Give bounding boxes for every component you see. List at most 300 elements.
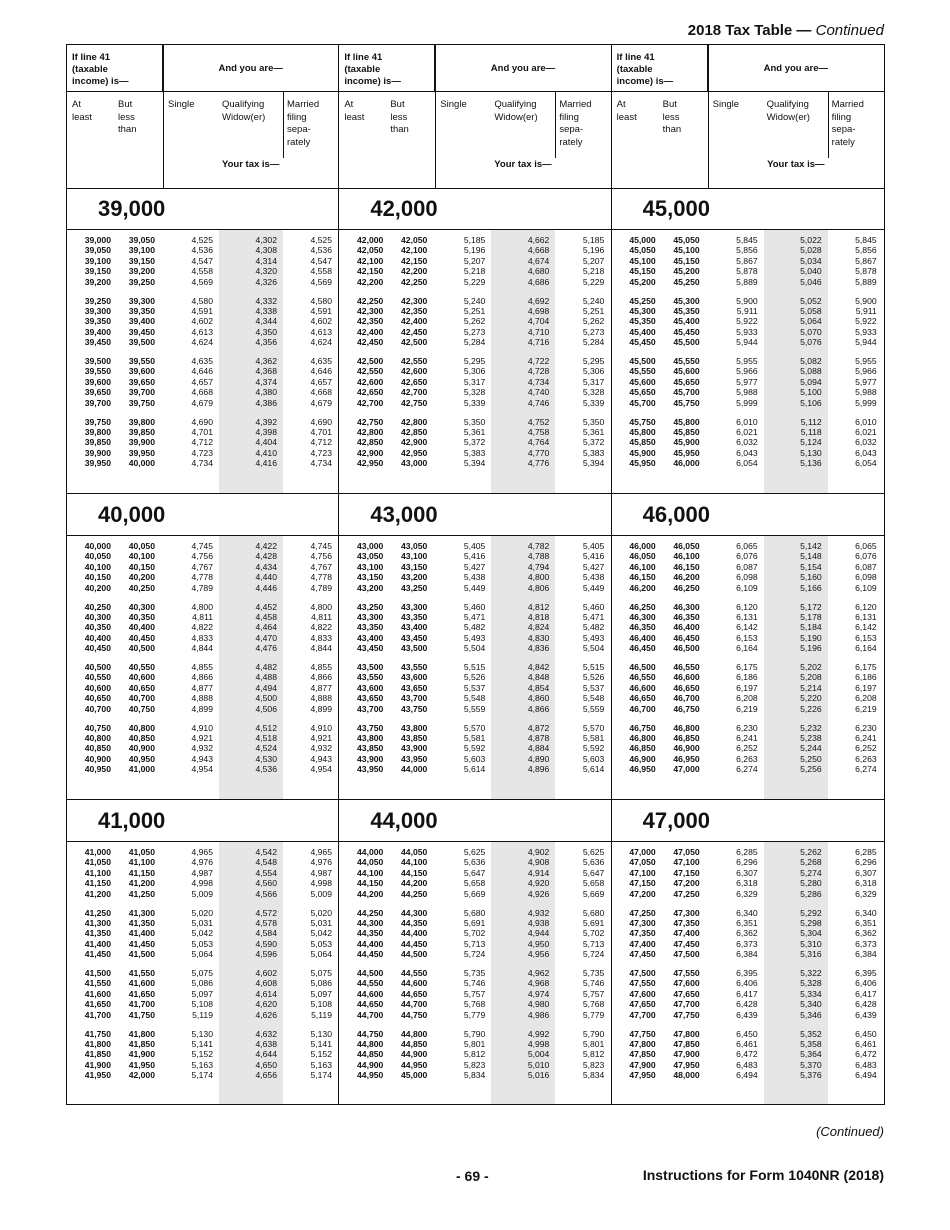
married-separately-tax-value: 4,525 [310, 235, 332, 245]
qualifying-widow-tax-value: 5,166 [800, 582, 822, 593]
single-tax-value: 5,339 [463, 397, 486, 408]
qualifying-widow-tax-value: 4,890 [527, 753, 550, 764]
married-separately-tax-value: 4,712 [310, 437, 332, 448]
married-separately-tax-value: 6,175 [855, 662, 877, 672]
table-row [612, 551, 884, 561]
married-separately-tax-value: 4,789 [310, 582, 332, 593]
qualifying-widow-label: Qualifying Widow(er) [766, 99, 810, 123]
married-separately-tax-value: 6,318 [855, 878, 877, 889]
single-tax-value: 6,285 [736, 847, 758, 857]
single-tax-value: 6,296 [736, 857, 758, 868]
qualifying-widow-tax-value: 4,638 [255, 1038, 277, 1049]
married-separately-tax-value: 6,483 [855, 1059, 877, 1070]
table-row [339, 764, 610, 774]
table-row [612, 743, 884, 753]
but-less-than-value: 43,950 [401, 753, 428, 764]
qualifying-widow-tax-value: 5,028 [800, 245, 822, 256]
qualifying-widow-tax-value: 4,416 [255, 458, 277, 469]
at-least-value: 41,900 [84, 1059, 111, 1070]
at-least-value: 40,500 [84, 662, 111, 672]
single-tax-value: 5,735 [463, 968, 486, 978]
table-row [339, 889, 610, 899]
but-less-than-value: 46,350 [673, 611, 700, 622]
married-separately-tax-value: 6,340 [855, 907, 877, 918]
but-less-than-value: 40,600 [128, 672, 155, 683]
but-less-than-value: 42,450 [401, 326, 428, 337]
married-separately-tax-value: 6,109 [855, 582, 877, 593]
married-separately-tax-value: 5,779 [582, 1009, 605, 1020]
but-less-than-value: 46,750 [673, 703, 700, 714]
qualifying-widow-tax-value: 4,950 [527, 938, 550, 949]
single-tax-value: 4,580 [191, 295, 213, 306]
single-tax-value: 5,724 [463, 949, 486, 960]
married-separately-tax-value: 6,252 [855, 743, 877, 754]
income-group-title: 43,000 [339, 494, 610, 536]
qualifying-widow-tax-value: 5,268 [800, 857, 822, 868]
married-separately-tax-value: 5,328 [582, 387, 605, 398]
single-tax-value: 5,449 [463, 582, 486, 593]
table-row [339, 377, 610, 387]
at-least-value: 46,200 [629, 582, 656, 593]
but-less-than-value: 41,150 [128, 867, 155, 878]
married-separately-tax-value: 6,461 [855, 1038, 877, 1049]
table-row [612, 437, 884, 447]
at-least-value: 42,950 [357, 458, 384, 469]
married-separately-tax-value: 5,614 [582, 764, 605, 775]
at-least-value: 46,050 [629, 551, 656, 562]
table-row [339, 622, 610, 632]
table-row [67, 949, 338, 959]
if-line-label: If line 41 (taxable income) is— [612, 45, 708, 92]
at-least-value: 41,000 [84, 847, 111, 857]
table-row [339, 448, 610, 458]
table-row [67, 754, 338, 764]
single-tax-value: 4,525 [191, 235, 213, 245]
table-row [339, 978, 610, 988]
married-separately-tax-value: 5,218 [582, 266, 605, 277]
married-separately-tax-value: 4,976 [310, 857, 332, 868]
married-separately-tax-value: 5,702 [582, 928, 605, 939]
married-separately-tax-value: 6,142 [855, 622, 877, 633]
at-least-value: 42,000 [357, 235, 384, 245]
qualifying-widow-tax-value: 4,716 [527, 337, 550, 348]
but-less-than-value: 41,300 [128, 907, 155, 918]
at-least-value: 41,450 [84, 949, 111, 960]
but-less-than-value: 42,150 [401, 255, 428, 266]
single-tax-value: 5,647 [463, 867, 486, 878]
table-row [67, 643, 338, 653]
at-least-value: 43,750 [357, 722, 384, 733]
tax-table [66, 44, 885, 1105]
at-least-value: 41,850 [84, 1049, 111, 1060]
qualifying-widow-tax-value: 4,854 [527, 682, 550, 693]
but-less-than-value: 45,450 [673, 326, 700, 337]
married-separately-tax-value: 5,757 [582, 988, 605, 999]
table-row [339, 602, 610, 612]
married-separately-tax-value: 6,043 [855, 447, 877, 458]
but-less-than-value: 39,100 [128, 245, 155, 256]
single-tax-value: 5,933 [736, 326, 758, 337]
single-tax-value: 6,494 [736, 1070, 758, 1081]
at-least-value: 44,750 [357, 1028, 384, 1039]
at-least-value: 41,950 [84, 1070, 111, 1081]
table-row [612, 235, 884, 245]
single-tax-value: 4,800 [191, 601, 213, 612]
but-less-than-value: 45,950 [673, 447, 700, 458]
table-row [612, 918, 884, 928]
married-separately-label: Married filing sepa- rately [559, 99, 592, 148]
table-row [612, 978, 884, 988]
at-least-value: 43,600 [357, 682, 384, 693]
but-less-than-value: 45,200 [673, 266, 700, 277]
single-tax-value: 6,318 [736, 878, 758, 889]
but-less-than-value: 44,800 [401, 1028, 428, 1039]
but-less-than-value: 39,700 [128, 387, 155, 398]
income-group-title: 39,000 [67, 188, 338, 230]
qualifying-widow-tax-value: 4,404 [255, 437, 277, 448]
but-less-than-value: 39,050 [128, 235, 155, 245]
single-tax-value: 5,361 [463, 426, 486, 437]
married-separately-tax-value: 5,911 [855, 305, 877, 316]
single-tax-value: 5,284 [463, 337, 486, 348]
table-row [612, 1060, 884, 1070]
married-separately-tax-value: 4,844 [310, 643, 332, 654]
table-row [339, 356, 610, 366]
but-less-than-value: 45,500 [673, 337, 700, 348]
qualifying-widow-tax-value: 5,250 [800, 753, 822, 764]
married-separately-tax-value: 6,395 [855, 968, 877, 978]
table-row [67, 743, 338, 753]
single-tax-value: 4,756 [191, 551, 213, 562]
married-separately-tax-value: 5,834 [582, 1070, 605, 1081]
income-group-rows [339, 842, 610, 1104]
married-separately-tax-value: 5,658 [582, 878, 605, 889]
table-row [67, 847, 338, 857]
married-separately-tax-value: 5,152 [310, 1049, 332, 1060]
but-less-than-value: 42,400 [401, 316, 428, 327]
table-row [339, 277, 610, 287]
married-separately-tax-value: 5,823 [582, 1059, 605, 1070]
at-least-value: 39,800 [84, 426, 111, 437]
but-less-than-value: 46,000 [673, 458, 700, 469]
at-least-value: 44,550 [357, 978, 384, 989]
table-row [67, 918, 338, 928]
but-less-than-value: 43,750 [401, 703, 428, 714]
married-separately-tax-value: 6,494 [855, 1070, 877, 1081]
form-name: Instructions for Form 1040NR (2018) [642, 1167, 884, 1183]
single-tax-value: 4,910 [191, 722, 213, 733]
qualifying-widow-tax-value: 4,734 [527, 376, 550, 387]
married-separately-tax-value: 5,570 [582, 722, 605, 733]
qualifying-widow-tax-value: 4,878 [527, 732, 550, 743]
qualifying-widow-tax-value: 5,370 [800, 1059, 822, 1070]
at-least-value: 39,550 [84, 366, 111, 377]
at-least-value: 42,350 [357, 316, 384, 327]
single-tax-value: 6,153 [736, 632, 758, 643]
married-separately-tax-value: 4,701 [310, 426, 332, 437]
at-least-value: 39,050 [84, 245, 111, 256]
but-less-than-value: 40,900 [128, 743, 155, 754]
married-separately-tax-value: 6,241 [855, 732, 877, 743]
married-separately-tax-value: 5,449 [582, 582, 605, 593]
table-row [339, 458, 610, 468]
married-separately-tax-value: 6,120 [855, 601, 877, 612]
at-least-value: 41,400 [84, 938, 111, 949]
table-row [67, 1039, 338, 1049]
single-tax-value: 4,558 [191, 266, 213, 277]
married-separately-tax-value: 5,438 [582, 572, 605, 583]
at-least-value: 45,700 [629, 397, 656, 408]
single-tax-value: 4,767 [191, 561, 213, 572]
qualifying-widow-tax-value: 4,782 [527, 541, 550, 551]
married-separately-tax-value: 6,274 [855, 764, 877, 775]
but-less-than-value: 41,650 [128, 988, 155, 999]
qualifying-widow-tax-value: 4,980 [527, 999, 550, 1010]
at-least-value: 43,650 [357, 693, 384, 704]
qualifying-widow-tax-value: 5,022 [800, 235, 822, 245]
single-tax-value: 5,328 [463, 387, 486, 398]
qualifying-widow-tax-value: 5,220 [800, 693, 822, 704]
single-tax-value: 4,734 [191, 458, 213, 469]
table-row [612, 949, 884, 959]
qualifying-widow-tax-value: 4,710 [527, 326, 550, 337]
single-tax-value: 5,229 [463, 276, 486, 287]
table-row [339, 1070, 610, 1080]
but-less-than-value: 43,450 [401, 632, 428, 643]
page-number: - 69 - [456, 1168, 489, 1184]
at-least-value: 45,450 [629, 337, 656, 348]
married-separately-tax-value: 5,119 [311, 1009, 332, 1020]
married-separately-tax-value: 4,822 [310, 622, 332, 633]
qualifying-widow-tax-value: 4,944 [527, 928, 550, 939]
at-least-value: 40,100 [84, 561, 111, 572]
table-row [67, 398, 338, 408]
table-row [67, 928, 338, 938]
married-separately-tax-value: 6,197 [855, 682, 877, 693]
married-separately-tax-value: 6,076 [855, 551, 877, 562]
qualifying-widow-tax-value: 4,926 [527, 888, 550, 899]
but-less-than-value: 40,650 [128, 682, 155, 693]
at-least-value: 47,350 [629, 928, 656, 939]
at-least-value: 42,800 [357, 426, 384, 437]
qualifying-widow-tax-value: 5,040 [800, 266, 822, 277]
qualifying-widow-tax-value: 4,530 [255, 753, 277, 764]
but-less-than-value: 43,250 [401, 582, 428, 593]
but-less-than-label: But less than [662, 99, 682, 135]
qualifying-widow-tax-value: 5,016 [527, 1070, 550, 1081]
table-row [67, 541, 338, 551]
at-least-value: 45,850 [629, 437, 656, 448]
qualifying-widow-tax-value: 5,286 [800, 888, 822, 899]
single-tax-value: 5,196 [463, 245, 486, 256]
married-separately-tax-value: 6,417 [855, 988, 877, 999]
qualifying-widow-tax-value: 4,482 [255, 662, 277, 672]
single-label: Single [440, 99, 467, 110]
but-less-than-value: 47,050 [673, 847, 700, 857]
single-tax-value: 6,428 [736, 999, 758, 1010]
table-row [612, 327, 884, 337]
qualifying-widow-tax-value: 4,632 [255, 1028, 277, 1039]
at-least-value: 45,250 [629, 295, 656, 306]
married-separately-tax-value: 6,428 [855, 999, 877, 1010]
your-tax-label: Your tax is— [494, 159, 552, 170]
single-tax-value: 4,668 [191, 387, 213, 398]
table-row [67, 968, 338, 978]
table-row [612, 572, 884, 582]
single-tax-value: 5,130 [191, 1028, 213, 1039]
married-separately-tax-value: 4,723 [310, 447, 332, 458]
but-less-than-value: 45,600 [673, 366, 700, 377]
married-separately-tax-value: 6,087 [855, 561, 877, 572]
at-least-value: 42,250 [357, 295, 384, 306]
but-less-than-value: 39,350 [128, 305, 155, 316]
at-least-value: 46,750 [629, 722, 656, 733]
single-tax-value: 6,043 [736, 447, 758, 458]
at-least-value: 40,800 [84, 732, 111, 743]
table-row [612, 622, 884, 632]
qualifying-widow-tax-value: 5,244 [800, 743, 822, 754]
married-separately-tax-value: 5,427 [582, 561, 605, 572]
qualifying-widow-tax-value: 4,464 [255, 622, 277, 633]
at-least-value: 47,450 [629, 949, 656, 960]
qualifying-widow-tax-value: 5,184 [800, 622, 822, 633]
but-less-than-value: 47,500 [673, 949, 700, 960]
if-line-label: If line 41 (taxable income) is— [339, 45, 435, 92]
at-least-value: 40,250 [84, 601, 111, 612]
married-separately-tax-value: 4,635 [310, 356, 332, 366]
qualifying-widow-tax-value: 5,178 [800, 611, 822, 622]
single-tax-value: 5,757 [463, 988, 486, 999]
but-less-than-value: 43,000 [401, 458, 428, 469]
single-tax-value: 5,251 [463, 305, 486, 316]
qualifying-widow-tax-value: 4,302 [255, 235, 277, 245]
income-group-rows [67, 842, 338, 1104]
qualifying-widow-tax-value: 4,758 [527, 426, 550, 437]
qualifying-widow-tax-value: 4,824 [527, 622, 550, 633]
qualifying-widow-tax-value: 4,776 [527, 458, 550, 469]
qualifying-widow-tax-value: 4,866 [527, 703, 550, 714]
but-less-than-value: 44,500 [401, 949, 428, 960]
but-less-than-value: 46,900 [673, 743, 700, 754]
but-less-than-value: 43,500 [401, 643, 428, 654]
single-tax-value: 5,922 [736, 316, 758, 327]
single-tax-value: 4,778 [191, 572, 213, 583]
married-separately-tax-value: 6,032 [855, 437, 877, 448]
table-row [67, 296, 338, 306]
married-separately-tax-value: 4,657 [310, 376, 332, 387]
table-row [67, 327, 338, 337]
married-separately-tax-value: 5,053 [310, 938, 332, 949]
qualifying-widow-tax-value: 5,094 [800, 376, 822, 387]
at-least-value: 41,300 [84, 917, 111, 928]
single-tax-value: 5,119 [192, 1009, 213, 1020]
single-tax-value: 4,712 [191, 437, 213, 448]
at-least-label: At least [72, 99, 93, 123]
income-group-title: 40,000 [67, 494, 338, 536]
single-tax-value: 5,592 [463, 743, 486, 754]
table-row [339, 999, 610, 1009]
at-least-value: 45,400 [629, 326, 656, 337]
table-row [339, 878, 610, 888]
married-separately-tax-value: 5,625 [582, 847, 605, 857]
single-tax-value: 5,834 [463, 1070, 486, 1081]
table-row [339, 1029, 610, 1039]
married-separately-tax-value: 5,669 [582, 888, 605, 899]
but-less-than-value: 39,500 [128, 337, 155, 348]
at-least-value: 39,350 [84, 316, 111, 327]
but-less-than-value: 46,700 [673, 693, 700, 704]
but-less-than-value: 44,100 [401, 857, 428, 868]
qualifying-widow-tax-value: 5,202 [800, 662, 822, 672]
at-least-value: 45,550 [629, 366, 656, 377]
at-least-value: 43,850 [357, 743, 384, 754]
at-least-value: 41,500 [84, 968, 111, 978]
qualifying-widow-tax-value: 5,328 [800, 978, 822, 989]
table-row [67, 1049, 338, 1059]
but-less-than-value: 44,250 [401, 888, 428, 899]
table-row [339, 733, 610, 743]
table-row [67, 612, 338, 622]
single-tax-value: 6,472 [736, 1049, 758, 1060]
at-least-value: 46,350 [629, 622, 656, 633]
single-tax-value: 6,197 [736, 682, 758, 693]
but-less-than-value: 39,900 [128, 437, 155, 448]
qualifying-widow-tax-value: 4,884 [527, 743, 550, 754]
qualifying-widow-tax-value: 5,376 [800, 1070, 822, 1081]
but-less-than-value: 47,000 [673, 764, 700, 775]
qualifying-widow-tax-value: 4,476 [255, 643, 277, 654]
single-tax-value: 5,548 [463, 693, 486, 704]
married-separately-tax-value: 5,097 [310, 988, 332, 999]
married-separately-tax-value: 5,383 [582, 447, 605, 458]
but-less-than-value: 45,250 [673, 276, 700, 287]
single-tax-value: 6,384 [736, 949, 758, 960]
married-separately-tax-value: 5,515 [582, 662, 605, 672]
single-tax-value: 5,306 [463, 366, 486, 377]
table-row [612, 356, 884, 366]
qualifying-widow-tax-value: 4,740 [527, 387, 550, 398]
but-less-than-value: 41,600 [128, 978, 155, 989]
qualifying-widow-tax-value: 5,196 [800, 643, 822, 654]
table-row [339, 672, 610, 682]
at-least-value: 46,650 [629, 693, 656, 704]
but-less-than-value: 44,450 [401, 938, 428, 949]
single-tax-value: 5,570 [463, 722, 486, 733]
single-tax-value: 5,009 [191, 888, 213, 899]
qualifying-widow-tax-value: 4,590 [255, 938, 277, 949]
table-row [339, 366, 610, 376]
married-separately-tax-value: 5,845 [855, 235, 877, 245]
single-tax-value: 4,987 [191, 867, 213, 878]
qualifying-widow-tax-value: 4,338 [255, 305, 277, 316]
married-separately-tax-value: 4,646 [310, 366, 332, 377]
but-less-than-value: 42,600 [401, 366, 428, 377]
married-separately-tax-value: 4,624 [310, 337, 332, 348]
table-row [612, 612, 884, 622]
but-less-than-value: 40,250 [128, 582, 155, 593]
table-row [339, 1010, 610, 1020]
but-less-than-value: 45,100 [673, 245, 700, 256]
qualifying-widow-tax-value: 4,344 [255, 316, 277, 327]
at-least-value: 47,150 [629, 878, 656, 889]
at-least-value: 46,000 [629, 541, 656, 551]
married-separately-tax-value: 6,065 [855, 541, 877, 551]
single-tax-value: 6,142 [736, 622, 758, 633]
single-tax-value: 4,624 [191, 337, 213, 348]
married-separately-tax-value: 4,580 [310, 295, 332, 306]
married-separately-tax-value: 5,075 [310, 968, 332, 978]
table-row [67, 878, 338, 888]
